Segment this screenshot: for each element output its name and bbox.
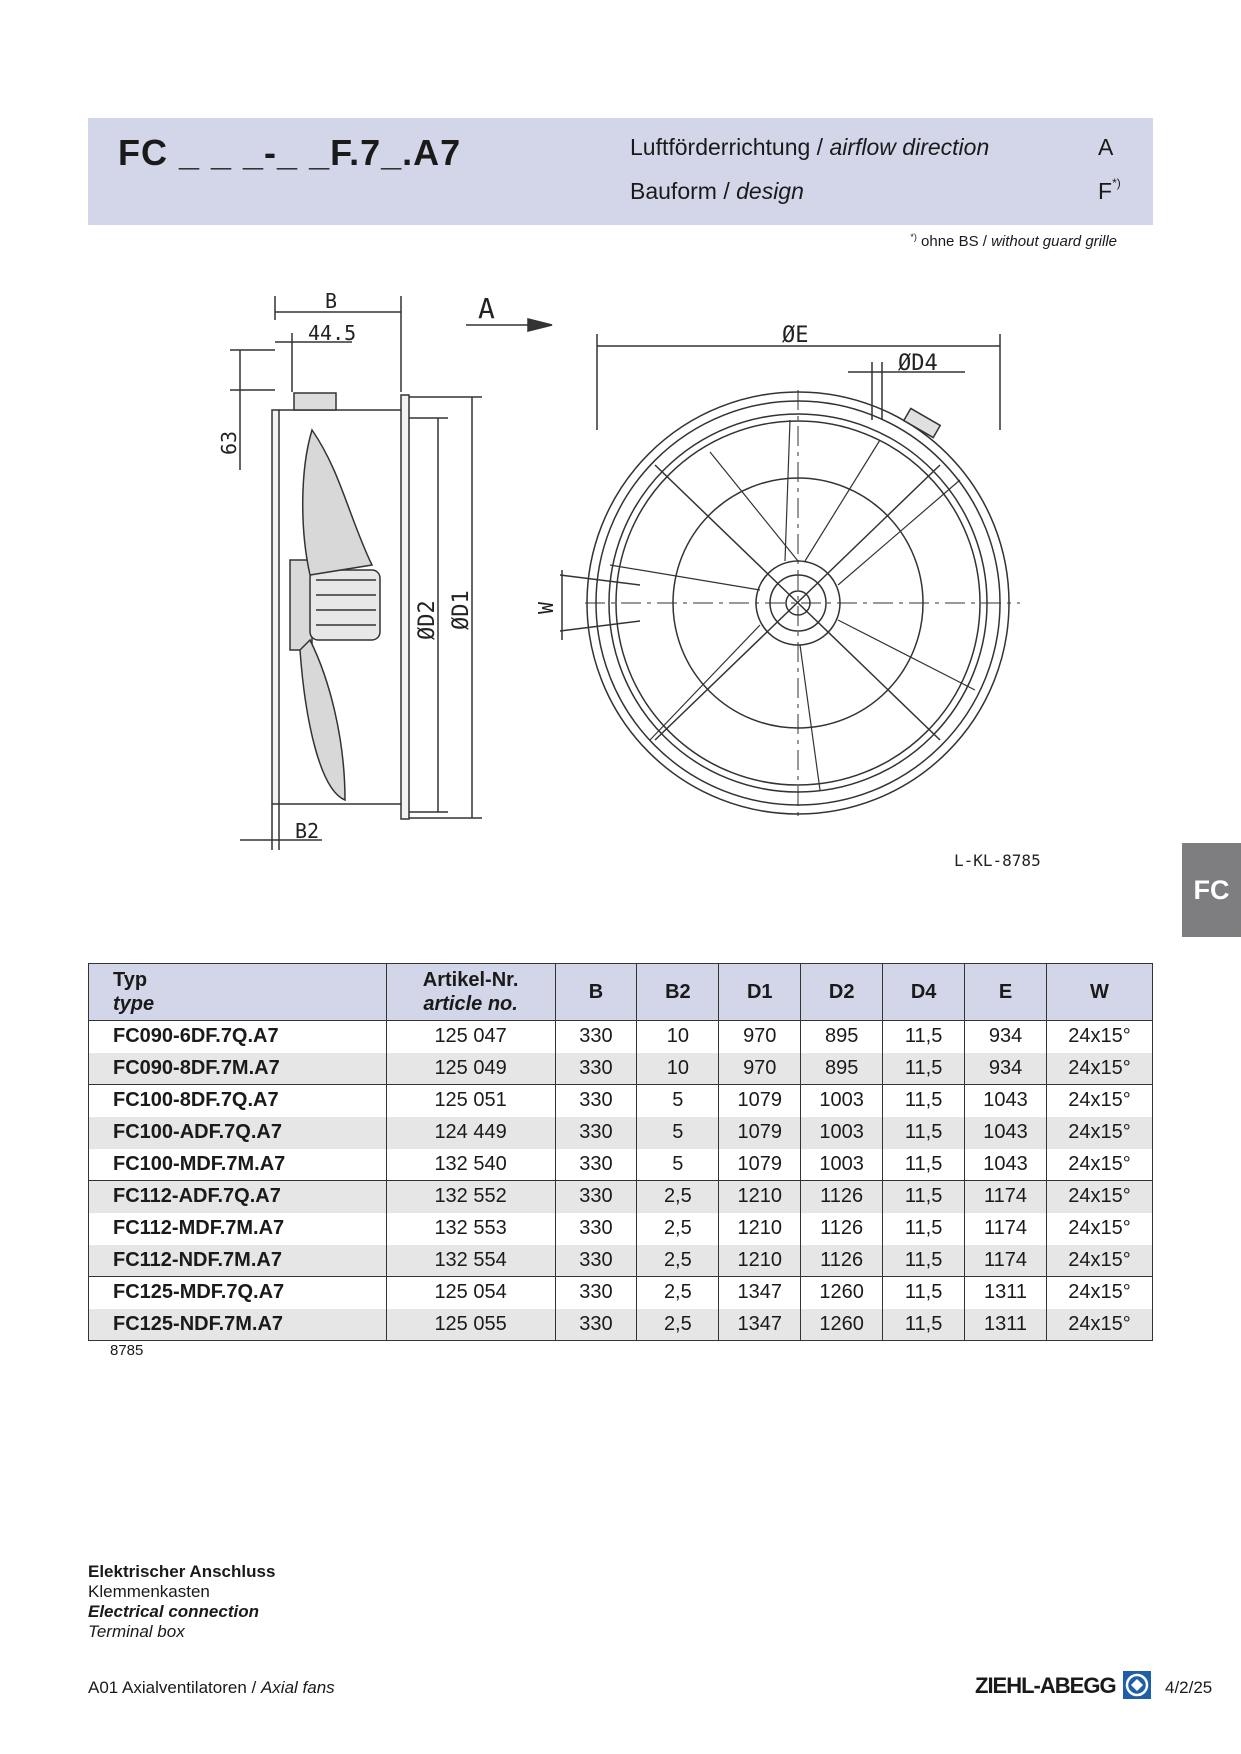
table-row: FC100-MDF.7M.A7 132 540 330 5 1079 1003 11,5 1043 24x15° [89, 1149, 1153, 1181]
dim-label-44-5: 44.5 [308, 321, 357, 345]
airflow-arrow [466, 319, 552, 331]
table-row: FC112-NDF.7M.A7 132 554 330 2,5 1210 1126 11,5 1174 24x15° [89, 1245, 1153, 1277]
table-row: FC090-6DF.7Q.A7 125 047 330 10 970 895 11,5 934 24x15° [89, 1021, 1153, 1053]
design-value: F*) [1098, 176, 1121, 204]
drawing-code: L-KL-8785 [954, 851, 1041, 870]
table-row: FC090-8DF.7M.A7 125 049 330 10 970 895 11,5 934 24x15° [89, 1053, 1153, 1085]
header-w: W [1046, 964, 1152, 1021]
table-row: FC125-NDF.7M.A7 125 055 330 2,5 1347 1260 11,5 1311 24x15° [89, 1309, 1153, 1341]
airflow-direction-value: A [1098, 134, 1114, 160]
table-code: 8785 [110, 1342, 144, 1359]
dim-label-w: W [534, 601, 558, 614]
header-type: Typ type [89, 964, 387, 1021]
table-row: FC100-8DF.7Q.A7 125 051 330 5 1079 1003 11,5 1043 24x15° [89, 1085, 1153, 1117]
table-row: FC100-ADF.7Q.A7 124 449 330 5 1079 1003 11,5 1043 24x15° [89, 1117, 1153, 1149]
header-d2: D2 [801, 964, 883, 1021]
header-d1: D1 [719, 964, 801, 1021]
section-tab-fc: FC [1182, 843, 1241, 937]
footnote: *) ohne BS / without guard grille [910, 232, 1117, 250]
page-number: 4/2/25 [1165, 1678, 1213, 1697]
table-header-row [89, 964, 1153, 1021]
dim-label-d4: ØD4 [898, 351, 938, 376]
front-view [560, 334, 1020, 820]
footer-section-label: A01 Axialventilatoren / Axial fans [88, 1678, 335, 1697]
header-b2: B2 [637, 964, 719, 1021]
table-row: FC112-MDF.7M.A7 132 553 330 2,5 1210 1126 11,5 1174 24x15° [89, 1213, 1153, 1245]
airflow-direction-label: Luftförderrichtung / airflow direction [630, 134, 990, 160]
airflow-arrow-label: A [478, 292, 495, 325]
dim-label-d2: ØD2 [415, 600, 440, 640]
dim-label-b: B [325, 289, 338, 313]
design-label: Bauform / design [630, 178, 804, 204]
dim-label-b2: B2 [295, 819, 320, 843]
header-e: E [965, 964, 1047, 1021]
electrical-connection-note: Elektrischer Anschluss Klemmenkasten Electrical connection Terminal box [88, 1562, 276, 1641]
product-series-title: FC _ _ _-_ _F.7_.A7 [118, 132, 462, 173]
header-d4: D4 [883, 964, 965, 1021]
table-row: FC112-ADF.7Q.A7 132 552 330 2,5 1210 1126 11,5 1174 24x15° [89, 1181, 1153, 1213]
header-band [88, 118, 1153, 225]
table-row: FC125-MDF.7Q.A7 125 054 330 2,5 1347 1260 11,5 1311 24x15° [89, 1277, 1153, 1309]
brand-logo-icon [1122, 1670, 1152, 1700]
header-article: Artikel-Nr. article no. [386, 964, 555, 1021]
header-b: B [555, 964, 637, 1021]
dim-label-e: ØE [782, 323, 809, 348]
dim-label-63: 63 [217, 430, 241, 455]
side-view [230, 296, 482, 850]
brand-name: ZIEHL-ABEGG [975, 1673, 1116, 1698]
dimensions-table [88, 963, 1153, 1341]
dim-label-d1: ØD1 [449, 590, 474, 630]
